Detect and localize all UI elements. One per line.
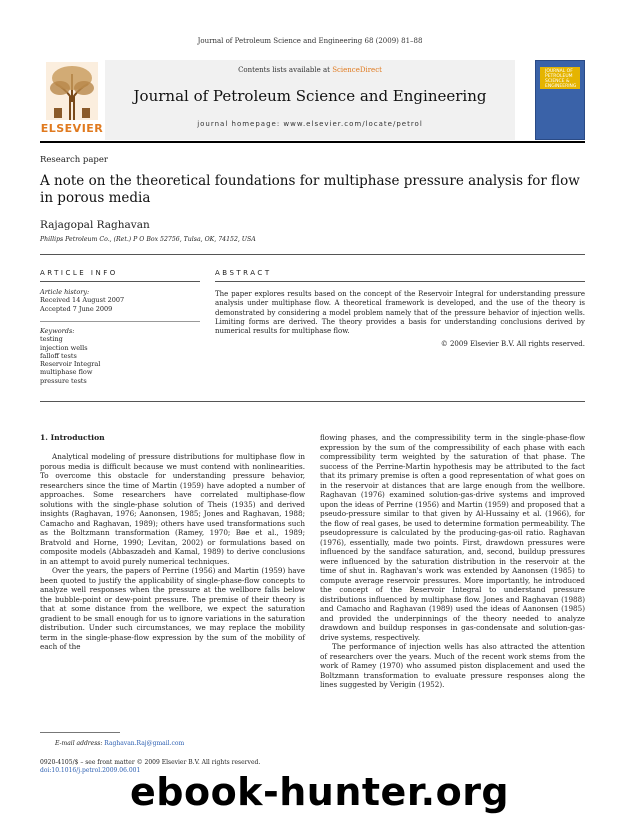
right-column bbox=[320, 433, 585, 690]
journal-title: Journal of Petroleum Science and Engineering bbox=[133, 87, 487, 105]
keyword: injection wells bbox=[40, 343, 88, 352]
journal-citation: Journal of Petroleum Science and Engineering 68 (2009) 81–88 bbox=[197, 37, 423, 45]
divider bbox=[40, 401, 585, 402]
article-title: A note on the theoretical foundations for multiphase pressure analysis for flow in porous media bbox=[40, 173, 580, 206]
history-label: Article history: bbox=[40, 288, 90, 296]
contents-prefix: Contents lists available at bbox=[238, 66, 333, 74]
section-heading: 1. Introduction bbox=[40, 433, 105, 442]
paragraph: flowing phases, and the compressibility term in the single-phase-flow expression by the sum of the compressibility of each phase with each compressibility term weighted by the saturation of that phase. The success of the Perrine-Martin hypothesis may be attributed to the fact that its primary premise is often a good representation of what goes on in the reservoir at distances that are large enough from the wellbore. Raghavan (1976) examined solution-gas-drive systems and improved upon the ideas of Perrine (1956) and Martin (1959) and proposed that a pseudo-pressure similar to that given by Al-Hussainy et al. (1966), for the flow of real gases, be used to determine formation permeability. The pseudopressure is calculated by the producing-gas-oil ratio. Raghavan (1976), essentially, made two points. First, drawdown pressures were influenced by the sandface saturation, and, second, buildup pressures were influenced by the saturation distribution in the reservoir at the time of shut in. Raghavan's work was extended by Aanonsen (1985) to compute average reservoir pressures. More importantly, he introduced the concept of the Reservoir Integral to understand pressure distributions influenced by multiphase flow. Jones and Raghavan (1988) and Camacho and Raghavan (1989) used the ideas of Aanonsen (1985) and provided the underpinnings of the theory needed to analyze drawdown and buildup responses in gas-condensate and solution-gas-drive systems, respectively. bbox=[320, 433, 585, 642]
contents-line bbox=[105, 66, 515, 74]
keywords-block bbox=[40, 327, 200, 385]
article-history bbox=[40, 288, 200, 313]
left-column bbox=[40, 452, 305, 652]
article-info-heading: ARTICLE INFO bbox=[40, 269, 118, 277]
divider bbox=[40, 281, 200, 282]
email-label: E-mail address: bbox=[55, 740, 105, 747]
author-email-link[interactable]: Raghavan.Raj@gmail.com bbox=[104, 740, 185, 747]
keyword: Reservoir Integral bbox=[40, 360, 101, 369]
banner-center bbox=[105, 60, 515, 140]
journal-cover-image bbox=[535, 60, 585, 140]
header-rule bbox=[40, 141, 585, 143]
paper-type: Research paper bbox=[40, 155, 108, 165]
author-name: Rajagopal Raghavan bbox=[40, 219, 150, 231]
keyword: testing bbox=[40, 335, 63, 344]
sciencedirect-link[interactable]: ScienceDirect bbox=[332, 66, 382, 74]
paragraph: Over the years, the papers of Perrine (1956) and Martin (1959) have been quoted to justify the applicability of single-phase-flow concepts to analyze well responses when the pressure at the wellbore falls below the bubble-point or dew-point pressure. The premise of their theory is that at some distance from the wellbore, we expect the saturation gradient to be small enough for us to ignore variations in the saturation distribution. Under such circumstances, we may replace the mobility term in the single-phase-flow expression by the sum of the mobility of each of the bbox=[40, 566, 305, 651]
accepted-date: Accepted 7 June 2009 bbox=[40, 304, 113, 313]
paragraph: Analytical modeling of pressure distributions for multiphase flow in porous media is difficult because we must contend with nonlinearities. To overcome this obstacle for understanding pressure behavior, researchers since the time of Martin (1959) have adopted a number of approaches. Some researchers have correlated multiphase-flow solutions with the single-phase solution of Theis (1935) and derived insights (Raghavan, 1976; Aanonsen, 1985; Jones and Raghavan, 1988; Camacho and Raghavan, 1989); others have used transformations such as the Boltzmann transformation (Ramey, 1970; Bøe et al., 1989; Bratvold and Horne, 1990; Levitan, 2002) or formulations based on composite models (Abbaszadeh and Kamal, 1989) to derive conclusions in an attempt to avoid purely numerical techniques. bbox=[40, 452, 305, 566]
abstract-heading: ABSTRACT bbox=[215, 269, 272, 277]
footnote-rule bbox=[40, 732, 120, 733]
email-footnote bbox=[55, 740, 184, 747]
divider bbox=[40, 254, 585, 255]
divider bbox=[40, 321, 200, 322]
abstract-text: The paper explores results based on the concept of the Reservoir Integral for understanding pressure analysis under multiphase flow. A theoretical framework is developed, and the use of the theory is demonstrated by considering a model problem namely that of the pressure behavior of injection wells. Limiting forms are derived. The theory provides a basis for understanding conclusions derived by numerical results for multiphase flow. bbox=[215, 290, 585, 336]
elsevier-logo bbox=[40, 60, 104, 140]
keywords-label: Keywords: bbox=[40, 327, 75, 335]
keyword: falloff tests bbox=[40, 351, 77, 360]
paragraph: The performance of injection wells has also attracted the attention of researchers over the years. Much of the recent work stems from the work of Ramey (1970) who assumed piston displacement and used the Boltzmann transformation to evaluate pressure responses along the lines suggested by Verigin (1952). bbox=[320, 642, 585, 689]
doi-link[interactable]: doi:10.1016/j.petrol.2009.06.001 bbox=[40, 767, 141, 774]
journal-homepage[interactable]: journal homepage: www.elsevier.com/locate/petrol bbox=[197, 120, 423, 128]
journal-banner bbox=[40, 60, 585, 140]
elsevier-wordmark: ELSEVIER bbox=[40, 122, 104, 135]
author-affiliation: Phillips Petroleum Co., (Ret.) P O Box 52756, Tulsa, OK, 74152, USA bbox=[40, 236, 256, 243]
watermark: ebook-hunter.org bbox=[130, 770, 510, 814]
issn-line: 0920-4105/$ – see front matter © 2009 Elsevier B.V. All rights reserved. bbox=[40, 759, 261, 766]
received-date: Received 14 August 2007 bbox=[40, 296, 125, 305]
keyword: pressure tests bbox=[40, 376, 87, 385]
elsevier-tree-icon bbox=[46, 62, 98, 120]
keyword: multiphase flow bbox=[40, 368, 93, 377]
cover-title: JOURNAL OF PETROLEUM SCIENCE & ENGINEERING bbox=[545, 69, 577, 89]
copyright: © 2009 Elsevier B.V. All rights reserved. bbox=[440, 340, 585, 348]
divider bbox=[215, 281, 585, 282]
